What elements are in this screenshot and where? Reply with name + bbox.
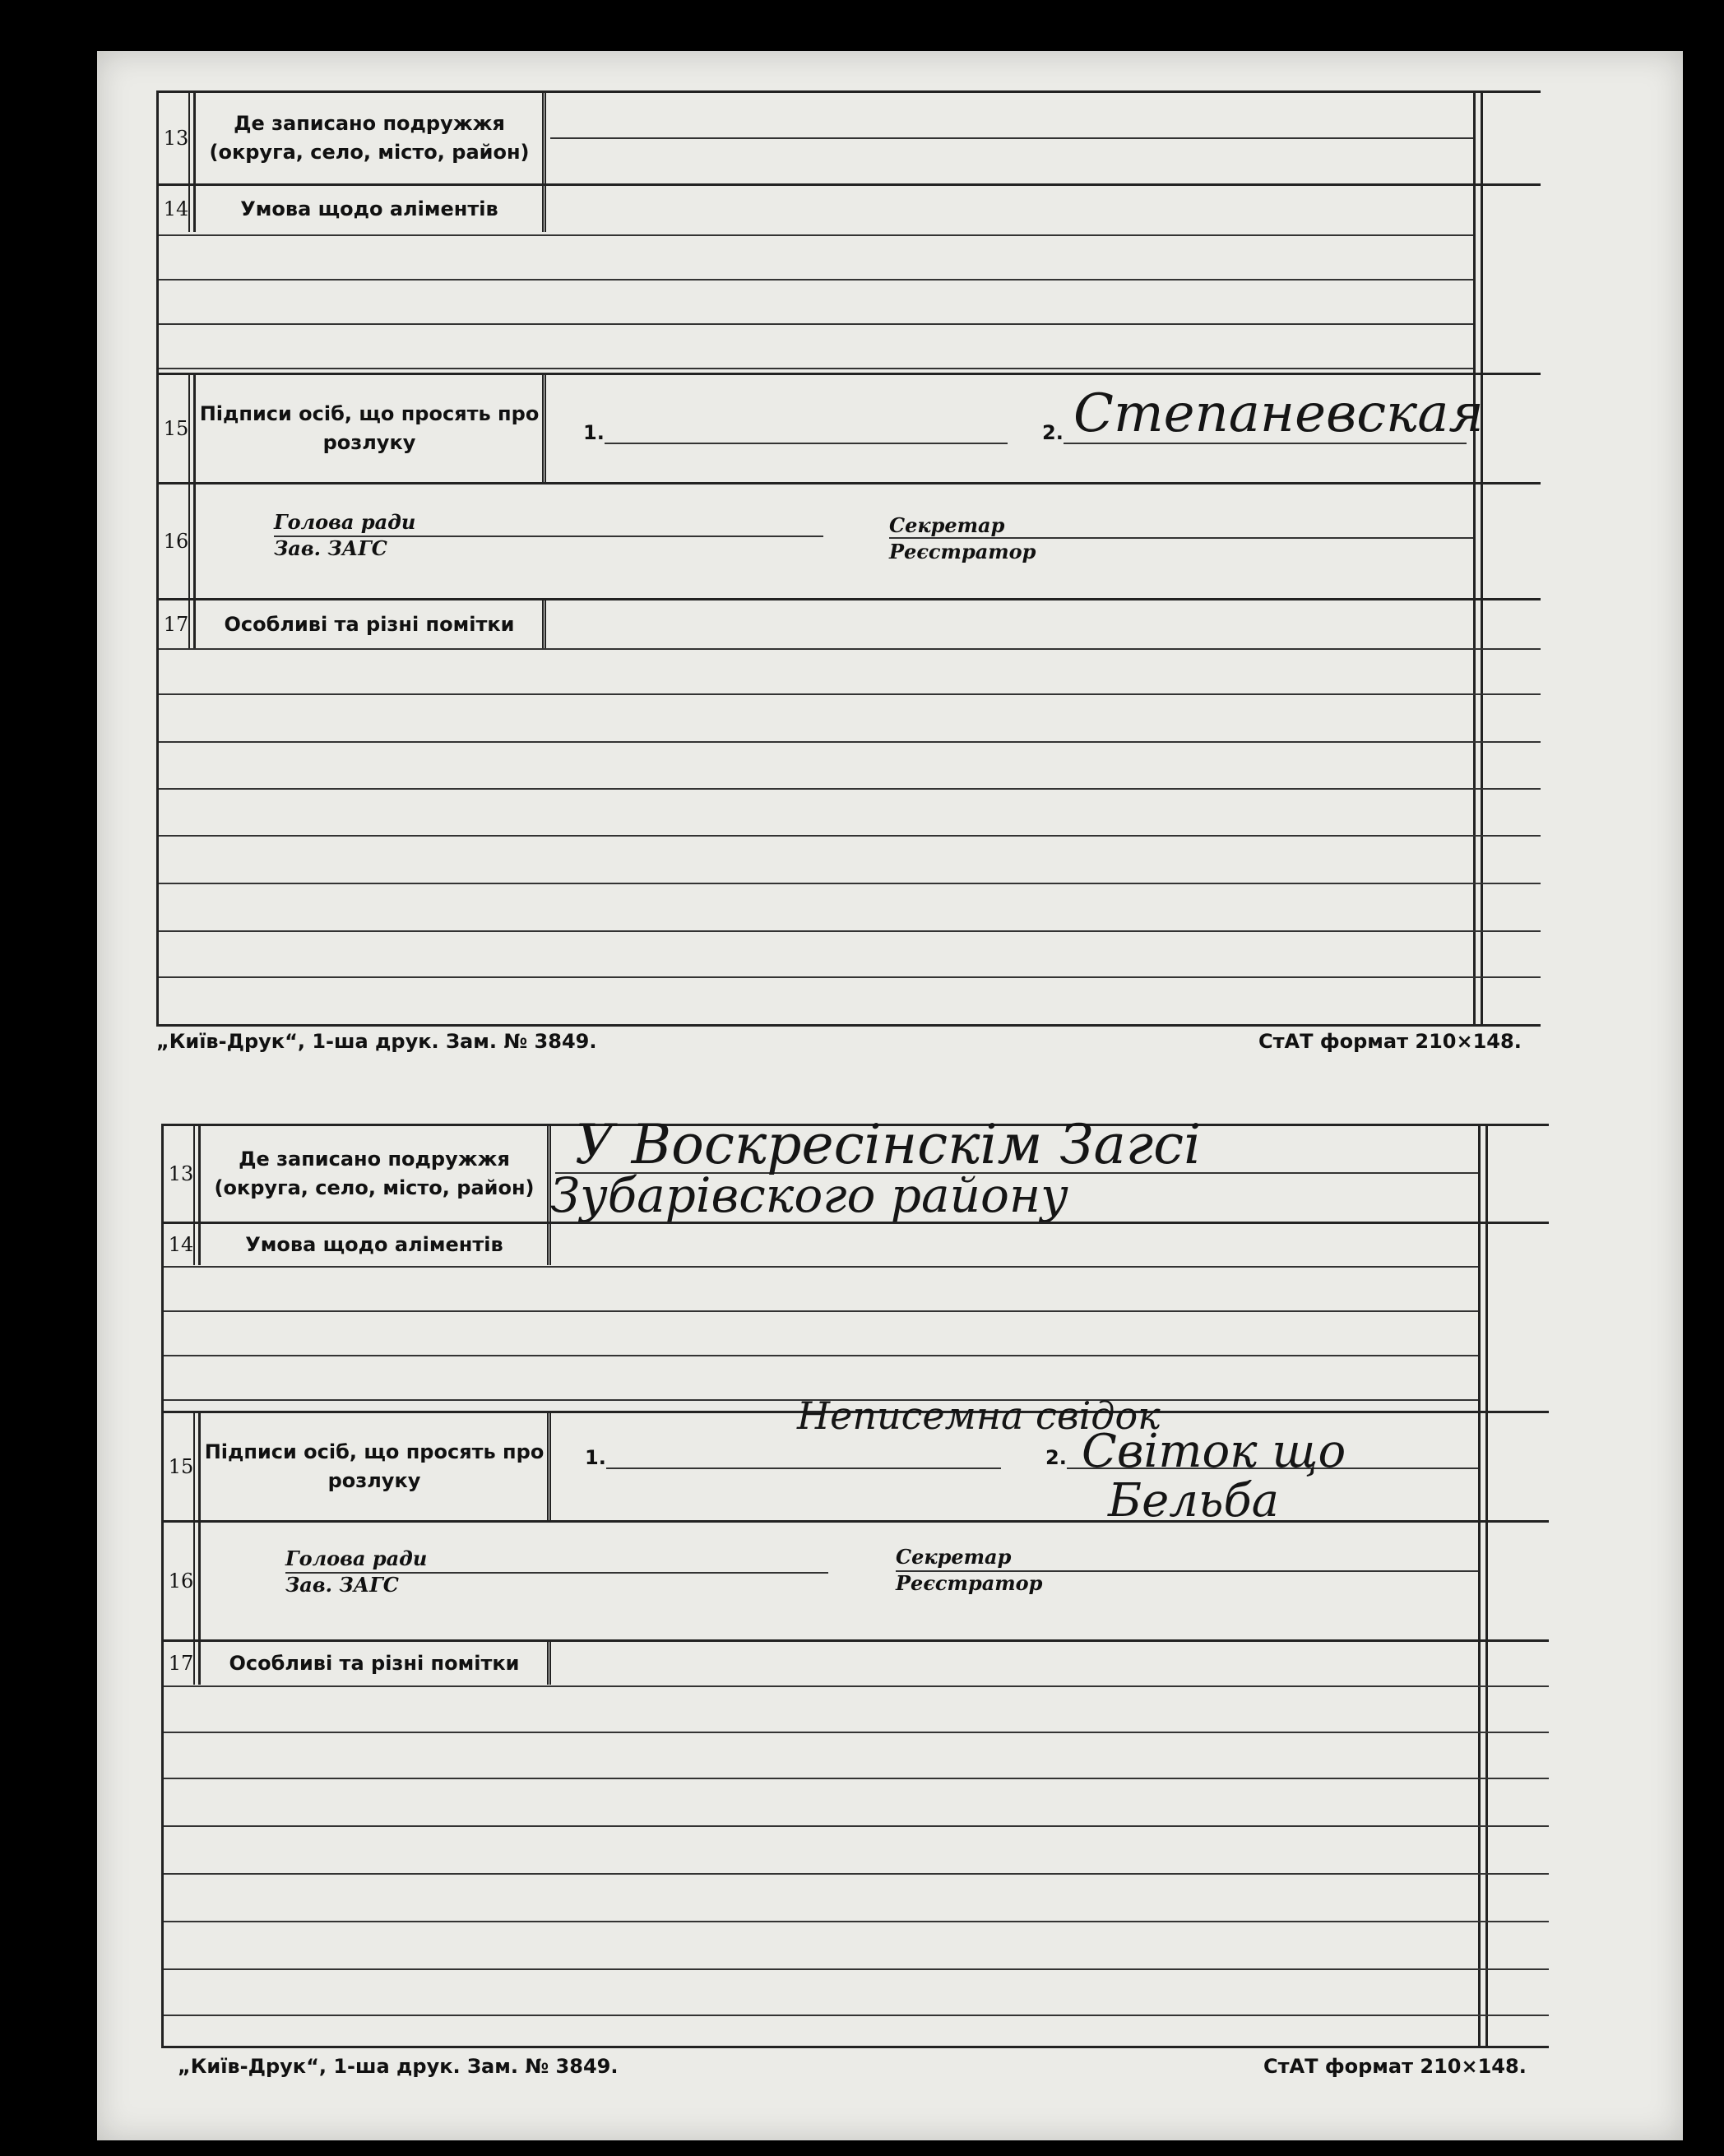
registry-head-label: Зав. ЗАГС bbox=[274, 536, 387, 561]
printer-imprint: „Київ-Друк“, 1-ша друк. Зам. № 3849. bbox=[178, 2055, 619, 2078]
field-label: Умова щодо аліментів bbox=[202, 1224, 551, 1265]
card-1 bbox=[156, 90, 1541, 1027]
row-number: 15 bbox=[159, 375, 196, 482]
row-13 bbox=[164, 1113, 1549, 1223]
handwritten-name: Бельба bbox=[1108, 1474, 1280, 1528]
handwritten-place: У Воскресінскім Загсі bbox=[575, 1113, 1202, 1176]
field-label: Особливі та різні помітки bbox=[197, 600, 546, 648]
row-number: 14 bbox=[159, 186, 196, 232]
secretary-label: Секретар bbox=[896, 1545, 1012, 1569]
row-14 bbox=[159, 186, 1541, 232]
row-number: 14 bbox=[164, 1224, 201, 1265]
row-number: 15 bbox=[164, 1413, 201, 1520]
row-number: 17 bbox=[164, 1642, 201, 1685]
row-number: 17 bbox=[159, 600, 196, 648]
row-17 bbox=[159, 600, 1541, 648]
field-label: Підписи осіб, що просять про розлуку bbox=[197, 375, 546, 482]
signature-2-handwriting: Степаневская bbox=[1073, 383, 1484, 444]
registrar-label: Реєстратор bbox=[889, 540, 1036, 564]
chairman-label: Голова ради bbox=[285, 1546, 428, 1570]
field-label: Умова щодо аліментів bbox=[197, 186, 546, 232]
row-15 bbox=[164, 1393, 1549, 1528]
chairman-label: Голова ради bbox=[274, 510, 416, 534]
row-16 bbox=[159, 485, 1541, 598]
field-label: Де записано подружжя (округа, село, місто, район) bbox=[197, 93, 546, 183]
field-label: Підписи осіб, що просять про розлуку bbox=[202, 1413, 551, 1520]
signature-1-number: 1. bbox=[583, 421, 605, 444]
card-2 bbox=[161, 1113, 1549, 2048]
secretary-label: Секретар bbox=[889, 513, 1005, 537]
row-17 bbox=[164, 1642, 1549, 1685]
row-15 bbox=[159, 375, 1541, 482]
field-label: Де записано подружжя (округа, село, місто, район) bbox=[202, 1126, 551, 1222]
row-13 bbox=[159, 93, 1541, 183]
row-16 bbox=[164, 1523, 1549, 1639]
signature-2-number: 2. bbox=[1045, 1446, 1067, 1469]
registry-head-label: Зав. ЗАГС bbox=[285, 1573, 399, 1597]
handwritten-district: Зубарівского району bbox=[550, 1167, 1068, 1223]
registrar-label: Реєстратор bbox=[896, 1571, 1043, 1596]
form-format: СтАТ формат 210×148. bbox=[1258, 1030, 1522, 1053]
field-label: Особливі та різні помітки bbox=[202, 1642, 551, 1685]
row-number: 13 bbox=[164, 1126, 201, 1222]
row-number: 16 bbox=[159, 485, 196, 598]
row-14 bbox=[164, 1224, 1549, 1265]
printer-imprint: „Київ-Друк“, 1-ша друк. Зам. № 3849. bbox=[156, 1030, 597, 1053]
row-number: 16 bbox=[164, 1523, 201, 1639]
signature-2-number: 2. bbox=[1042, 421, 1064, 444]
handwritten-witness: Світок що bbox=[1082, 1425, 1346, 1478]
form-format: СтАТ формат 210×148. bbox=[1263, 2055, 1527, 2078]
handwritten-note: Неписемна свідок bbox=[797, 1393, 1161, 1438]
signature-1-number: 1. bbox=[585, 1446, 606, 1469]
row-number: 13 bbox=[159, 93, 196, 183]
